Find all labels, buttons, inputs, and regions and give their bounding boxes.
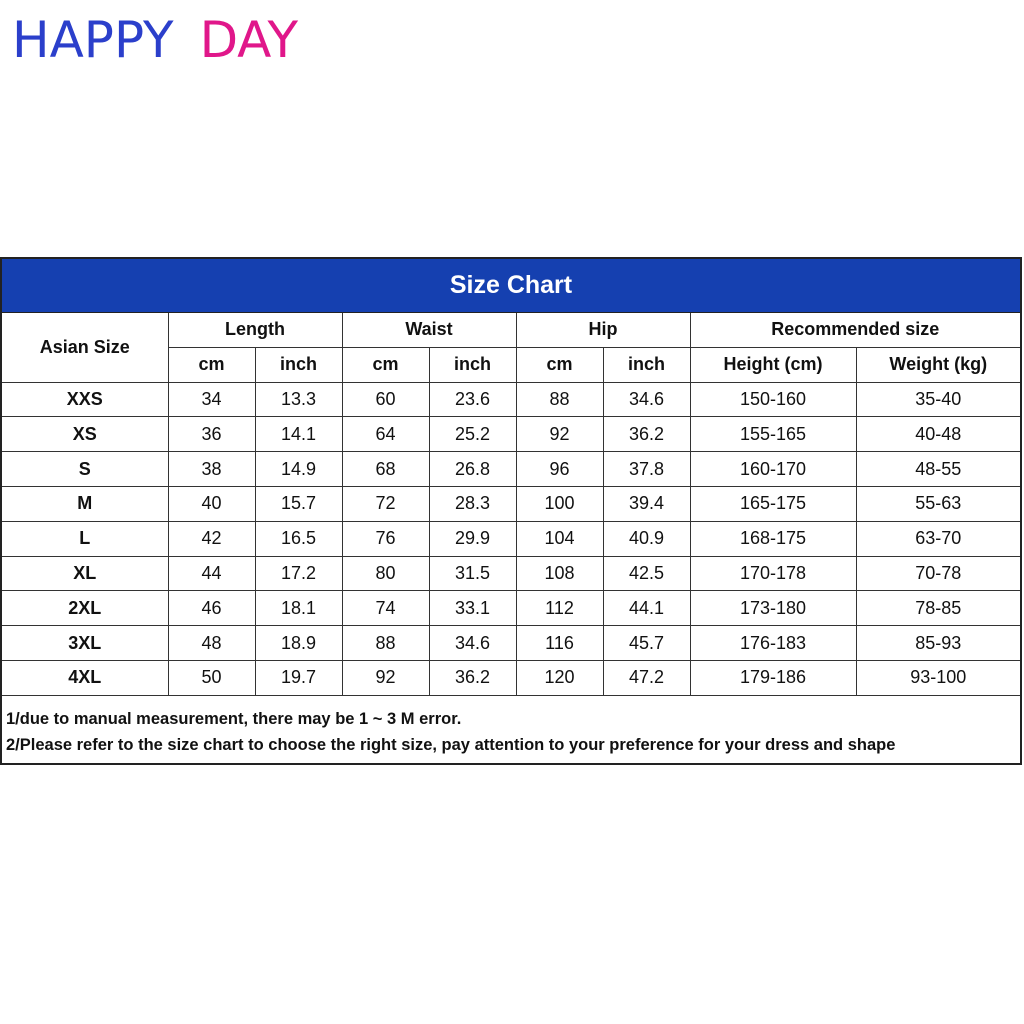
- cell-size: 4XL: [2, 660, 168, 695]
- cell-waist-cm: 60: [342, 382, 429, 417]
- cell-waist-cm: 74: [342, 591, 429, 626]
- cell-height: 170-178: [690, 556, 856, 591]
- cell-size: S: [2, 452, 168, 487]
- cell-length-cm: 48: [168, 626, 255, 661]
- cell-waist-cm: 64: [342, 417, 429, 452]
- cell-hip-cm: 104: [516, 521, 603, 556]
- table-row: [2, 626, 1020, 661]
- cell-size: XXS: [2, 382, 168, 417]
- cell-length-cm: 36: [168, 417, 255, 452]
- cell-waist-cm: 72: [342, 486, 429, 521]
- cell-length-cm: 50: [168, 660, 255, 695]
- brand-logo: [12, 12, 298, 68]
- cell-hip-inch: 47.2: [603, 660, 690, 695]
- cell-hip-inch: 36.2: [603, 417, 690, 452]
- cell-hip-cm: 92: [516, 417, 603, 452]
- note-2: 2/Please refer to the size chart to choose the right size, pay attention to your preference for your dress and shape: [6, 735, 896, 754]
- cell-waist-inch: 29.9: [429, 521, 516, 556]
- cell-length-cm: 38: [168, 452, 255, 487]
- cell-hip-inch: 37.8: [603, 452, 690, 487]
- cell-waist-cm: 68: [342, 452, 429, 487]
- cell-height: 155-165: [690, 417, 856, 452]
- cell-waist-cm: 80: [342, 556, 429, 591]
- header-length: Length: [168, 313, 342, 347]
- cell-hip-cm: 112: [516, 591, 603, 626]
- cell-length-inch: 13.3: [255, 382, 342, 417]
- table-row: [2, 486, 1020, 521]
- header-waist-inch: inch: [429, 347, 516, 382]
- brand-word-happy: HAPPY: [12, 11, 174, 69]
- cell-waist-inch: 33.1: [429, 591, 516, 626]
- size-table-body: [2, 382, 1020, 695]
- cell-waist-inch: 28.3: [429, 486, 516, 521]
- cell-length-inch: 18.1: [255, 591, 342, 626]
- header-height: Height (cm): [690, 347, 856, 382]
- header-hip-inch: inch: [603, 347, 690, 382]
- cell-waist-inch: 31.5: [429, 556, 516, 591]
- notes: [2, 696, 1020, 758]
- cell-length-cm: 40: [168, 486, 255, 521]
- cell-length-inch: 19.7: [255, 660, 342, 695]
- cell-hip-cm: 116: [516, 626, 603, 661]
- table-row: [2, 521, 1020, 556]
- cell-waist-inch: 26.8: [429, 452, 516, 487]
- cell-length-inch: 15.7: [255, 486, 342, 521]
- header-waist: Waist: [342, 313, 516, 347]
- cell-length-inch: 16.5: [255, 521, 342, 556]
- cell-size: XL: [2, 556, 168, 591]
- cell-weight: 48-55: [856, 452, 1020, 487]
- cell-hip-cm: 108: [516, 556, 603, 591]
- header-weight: Weight (kg): [856, 347, 1020, 382]
- cell-length-inch: 14.9: [255, 452, 342, 487]
- cell-height: 168-175: [690, 521, 856, 556]
- cell-length-cm: 42: [168, 521, 255, 556]
- cell-size: L: [2, 521, 168, 556]
- header-recommended-size: Recommended size: [690, 313, 1020, 347]
- cell-length-inch: 17.2: [255, 556, 342, 591]
- cell-waist-cm: 76: [342, 521, 429, 556]
- cell-waist-inch: 34.6: [429, 626, 516, 661]
- table-row: [2, 660, 1020, 695]
- table-row: [2, 452, 1020, 487]
- cell-waist-inch: 23.6: [429, 382, 516, 417]
- table-row: [2, 382, 1020, 417]
- cell-length-cm: 46: [168, 591, 255, 626]
- cell-length-cm: 44: [168, 556, 255, 591]
- cell-hip-inch: 39.4: [603, 486, 690, 521]
- cell-length-inch: 14.1: [255, 417, 342, 452]
- header-length-cm: cm: [168, 347, 255, 382]
- cell-weight: 35-40: [856, 382, 1020, 417]
- cell-height: 160-170: [690, 452, 856, 487]
- cell-height: 165-175: [690, 486, 856, 521]
- cell-weight: 63-70: [856, 521, 1020, 556]
- header-hip: Hip: [516, 313, 690, 347]
- cell-weight: 55-63: [856, 486, 1020, 521]
- cell-weight: 40-48: [856, 417, 1020, 452]
- table-row: [2, 591, 1020, 626]
- cell-hip-inch: 44.1: [603, 591, 690, 626]
- note-1: 1/due to manual measurement, there may be 1 ~ 3 M error.: [6, 709, 462, 728]
- cell-height: 179-186: [690, 660, 856, 695]
- size-chart: [0, 257, 1022, 765]
- cell-weight: 93-100: [856, 660, 1020, 695]
- cell-size: 3XL: [2, 626, 168, 661]
- cell-hip-inch: 34.6: [603, 382, 690, 417]
- cell-waist-cm: 92: [342, 660, 429, 695]
- cell-waist-inch: 25.2: [429, 417, 516, 452]
- cell-hip-inch: 45.7: [603, 626, 690, 661]
- cell-weight: 78-85: [856, 591, 1020, 626]
- size-table: [2, 313, 1020, 696]
- size-chart-title: Size Chart: [2, 259, 1020, 313]
- cell-hip-cm: 88: [516, 382, 603, 417]
- cell-hip-cm: 100: [516, 486, 603, 521]
- header-asian-size: Asian Size: [2, 313, 168, 382]
- cell-waist-cm: 88: [342, 626, 429, 661]
- cell-length-inch: 18.9: [255, 626, 342, 661]
- cell-length-cm: 34: [168, 382, 255, 417]
- cell-hip-inch: 42.5: [603, 556, 690, 591]
- header-length-inch: inch: [255, 347, 342, 382]
- cell-height: 150-160: [690, 382, 856, 417]
- cell-weight: 85-93: [856, 626, 1020, 661]
- cell-hip-cm: 120: [516, 660, 603, 695]
- table-row: [2, 417, 1020, 452]
- brand-word-day: DAY: [199, 11, 299, 69]
- cell-hip-inch: 40.9: [603, 521, 690, 556]
- cell-height: 173-180: [690, 591, 856, 626]
- cell-height: 176-183: [690, 626, 856, 661]
- cell-size: XS: [2, 417, 168, 452]
- header-row-groups: [2, 313, 1020, 347]
- header-hip-cm: cm: [516, 347, 603, 382]
- cell-size: 2XL: [2, 591, 168, 626]
- header-waist-cm: cm: [342, 347, 429, 382]
- table-row: [2, 556, 1020, 591]
- cell-weight: 70-78: [856, 556, 1020, 591]
- cell-waist-inch: 36.2: [429, 660, 516, 695]
- cell-hip-cm: 96: [516, 452, 603, 487]
- cell-size: M: [2, 486, 168, 521]
